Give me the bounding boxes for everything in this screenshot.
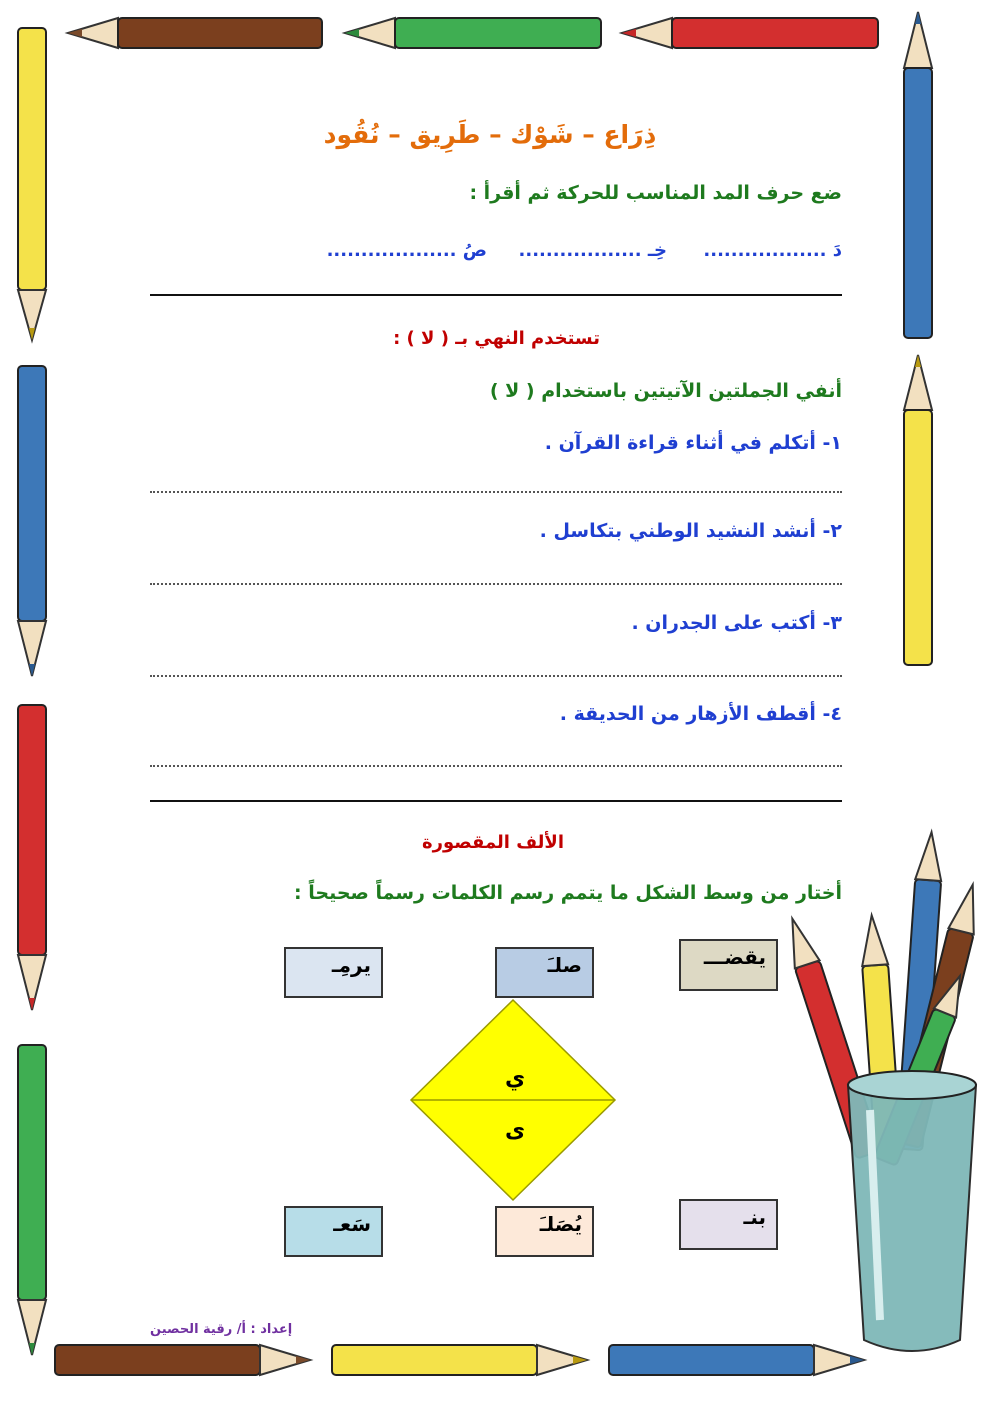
answer-line-2[interactable] bbox=[150, 583, 842, 585]
pencil-brown-top bbox=[68, 18, 322, 48]
answer-line-1[interactable] bbox=[150, 491, 842, 493]
pencil-cup-illustration bbox=[780, 831, 985, 1351]
answer-line-4[interactable] bbox=[150, 765, 842, 767]
section1-item-1: دَ .................. bbox=[703, 240, 842, 261]
word-box-6[interactable]: سَعـ bbox=[284, 1206, 383, 1257]
letter-diamond bbox=[409, 998, 617, 1202]
word-box-2[interactable]: صلـَ bbox=[495, 947, 594, 998]
word-box-4[interactable]: بنـ bbox=[679, 1199, 778, 1250]
letter-option-ya[interactable]: ي bbox=[505, 1066, 526, 1091]
diamond-shape bbox=[409, 998, 617, 1202]
word-box-5[interactable]: يُصَلـَ bbox=[495, 1206, 594, 1257]
word-box-1[interactable]: يقضـــ bbox=[679, 939, 778, 991]
sentence-4: ٤- أقطف الأزهار من الحديقة . bbox=[559, 703, 842, 725]
section2-heading: تستخدم النهي بـ ( لا ) : bbox=[393, 328, 600, 349]
pencil-brown-bottom bbox=[55, 1345, 310, 1375]
word-box-3[interactable]: يرمِـ bbox=[284, 947, 383, 998]
pencil-red-top bbox=[622, 18, 878, 48]
sentence-3: ٣- أكتب على الجدران . bbox=[631, 612, 842, 634]
word-list-title: ذِرَاع – شَوْك – طَرِيق – نُقُود bbox=[323, 120, 657, 149]
section1-instruction: ضع حرف المد المناسب للحركة ثم أقرأ : bbox=[469, 182, 842, 204]
divider-1 bbox=[150, 294, 842, 296]
section3-instruction: أختار من وسط الشكل ما يتمم رسم الكلمات رسماً صحيحاً : bbox=[294, 882, 842, 904]
pencil-blue-bottom bbox=[609, 1345, 864, 1375]
section2-instruction: أنفي الجملتين الآتيتين باستخدام ( لا ) bbox=[489, 380, 842, 402]
section3-heading: الألف المقصورة bbox=[422, 832, 564, 853]
section1-item-2: خِـ .................. bbox=[518, 240, 667, 261]
letter-option-alif-maqsura[interactable]: ى bbox=[505, 1118, 526, 1143]
sentence-2: ٢- أنشد النشيد الوطني بتكاسل . bbox=[539, 520, 842, 542]
pencil-blue-right bbox=[904, 12, 932, 338]
author-credit: إعداد : أ/ رقية الحصين bbox=[150, 1322, 293, 1337]
pencil-red-left bbox=[18, 705, 46, 1010]
pencil-yellow-bottom bbox=[332, 1345, 587, 1375]
answer-line-3[interactable] bbox=[150, 675, 842, 677]
sentence-1: ١- أتكلم في أثناء قراءة القرآن . bbox=[544, 432, 842, 454]
section1-item-3: صُ ................... bbox=[326, 240, 487, 261]
pencil-yellow-right bbox=[904, 355, 932, 665]
pencil-green-top bbox=[345, 18, 601, 48]
pencil-blue-left bbox=[18, 366, 46, 676]
divider-2 bbox=[150, 800, 842, 802]
pencil-yellow-left bbox=[18, 28, 46, 340]
pencil-green-left bbox=[18, 1045, 46, 1355]
